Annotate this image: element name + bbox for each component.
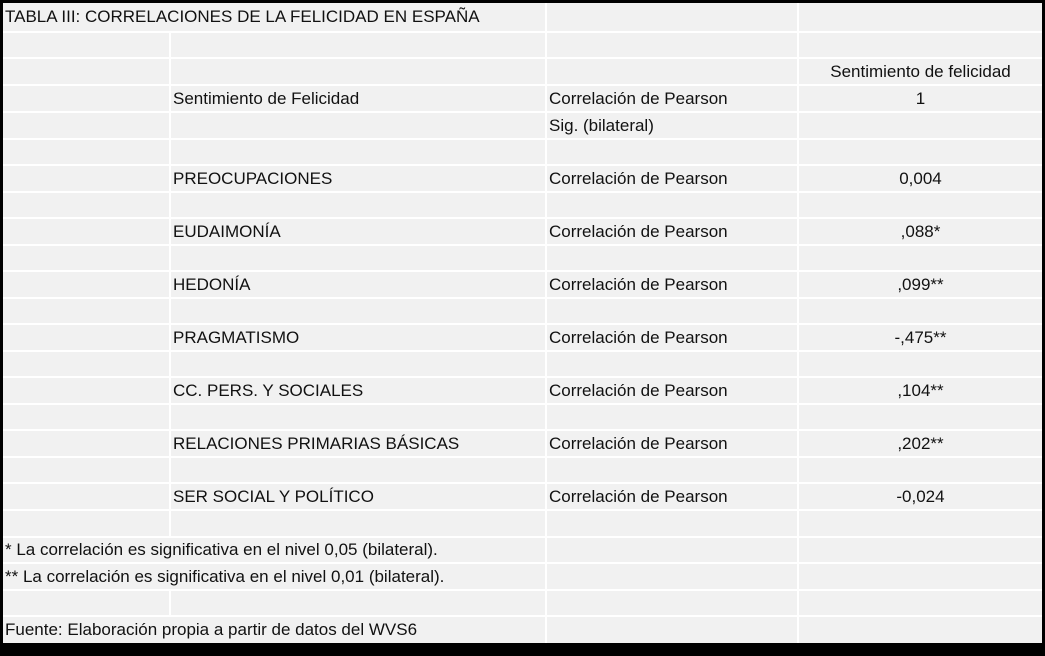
row-variable: EUDAIMONÍA [171, 219, 547, 244]
row-variable: CC. PERS. Y SOCIALES [171, 378, 547, 403]
row-value [799, 113, 1042, 138]
row-value: -0,024 [896, 486, 945, 506]
row-stat: Correlación de Pearson [547, 272, 799, 297]
table-title-row [3, 3, 1042, 33]
column-header: Sentimiento de felicidad [830, 61, 1011, 81]
row-variable: PREOCUPACIONES [171, 166, 547, 191]
spacer-row [3, 140, 1042, 166]
row-variable [171, 113, 547, 138]
spacer-row [3, 511, 1042, 538]
spacer-row [3, 299, 1042, 325]
footnote-significance-005: * La correlación es significativa en el nivel 0,05 (bilateral). [3, 538, 547, 562]
correlation-table [3, 3, 1042, 643]
row-stat: Correlación de Pearson [547, 325, 799, 350]
spacer-row [3, 193, 1042, 219]
table-row [3, 113, 1042, 140]
row-stat: Correlación de Pearson [547, 378, 799, 403]
row-variable: Sentimiento de Felicidad [171, 86, 547, 111]
source-note: Fuente: Elaboración propia a partir de datos del WVS6 [3, 617, 547, 643]
table-row [3, 431, 1042, 458]
footnote-significance-001: ** La correlación es significativa en el nivel 0,01 (bilateral). [3, 564, 547, 589]
footnote-row [3, 538, 1042, 564]
table-row [3, 325, 1042, 352]
row-variable: HEDONÍA [171, 272, 547, 297]
row-value: 1 [915, 88, 926, 108]
spacer-row [3, 405, 1042, 431]
spacer-row [3, 591, 1042, 617]
table-row [3, 484, 1042, 511]
spacer-row [3, 33, 1042, 59]
table-row [3, 378, 1042, 405]
table-row [3, 86, 1042, 113]
row-variable: RELACIONES PRIMARIAS BÁSICAS [171, 431, 547, 456]
table-row [3, 219, 1042, 246]
row-value: ,202** [897, 433, 944, 453]
row-value: 0,004 [899, 168, 942, 188]
header-row [3, 59, 1042, 86]
row-stat: Correlación de Pearson [547, 86, 799, 111]
footnote-row [3, 564, 1042, 591]
row-value: ,088* [900, 221, 941, 241]
row-stat: Correlación de Pearson [547, 219, 799, 244]
row-stat: Sig. (bilateral) [547, 113, 799, 138]
row-stat: Correlación de Pearson [547, 166, 799, 191]
row-value: -,475** [894, 327, 947, 347]
spacer-row [3, 246, 1042, 272]
row-variable: SER SOCIAL Y POLÍTICO [171, 484, 547, 509]
row-stat: Correlación de Pearson [547, 431, 799, 456]
spacer-row [3, 352, 1042, 378]
table-row [3, 272, 1042, 299]
row-value: ,099** [897, 274, 944, 294]
spacer-row [3, 458, 1042, 484]
row-variable: PRAGMATISMO [171, 325, 547, 350]
table-row [3, 166, 1042, 193]
row-value: ,104** [897, 380, 944, 400]
source-row [3, 617, 1042, 643]
row-stat: Correlación de Pearson [547, 484, 799, 509]
table-title: TABLA III: CORRELACIONES DE LA FELICIDAD EN ESPAÑA [3, 3, 547, 31]
